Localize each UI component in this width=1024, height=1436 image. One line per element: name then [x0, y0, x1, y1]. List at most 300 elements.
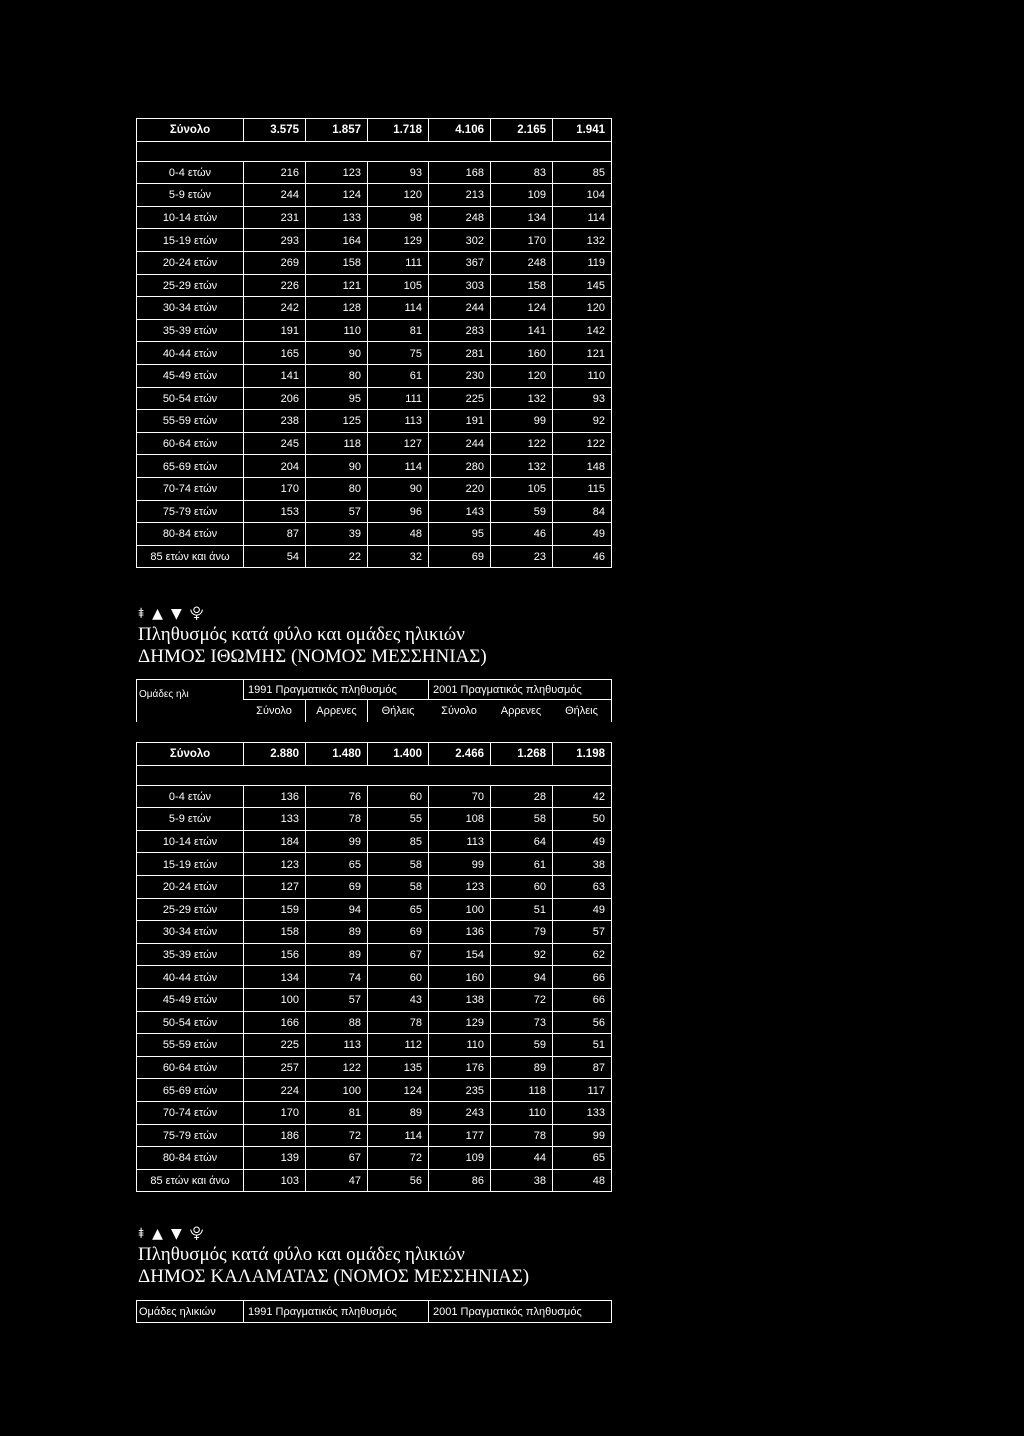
table-row: [137, 876, 611, 899]
row-value: 113: [367, 410, 428, 433]
row-value: 110: [490, 1102, 552, 1125]
row-value: 90: [367, 478, 428, 501]
row-value: 67: [367, 944, 428, 967]
row-value: 245: [243, 433, 305, 456]
row-value: 57: [305, 501, 367, 524]
row-value: 95: [428, 523, 490, 546]
table-row: [137, 184, 611, 207]
row-value: 66: [552, 989, 611, 1012]
row-label: 40-44 ετών: [162, 971, 218, 984]
row-value: 114: [367, 1125, 428, 1148]
down-icon[interactable]: ▼: [170, 1226, 182, 1242]
row-label: 50-54 ετών: [162, 392, 218, 405]
row-value: 85: [367, 831, 428, 854]
row-value: 94: [305, 899, 367, 922]
row-value: 87: [243, 523, 305, 546]
row-value: 89: [367, 1102, 428, 1125]
row-value: 100: [428, 899, 490, 922]
row-value: 224: [243, 1079, 305, 1102]
row-value: 86: [428, 1170, 490, 1193]
row-value: 69: [305, 876, 367, 899]
row-value: 111: [367, 388, 428, 411]
row-value: 66: [552, 966, 611, 989]
row-value: 92: [552, 410, 611, 433]
row-value: 225: [243, 1034, 305, 1057]
row-value: 303: [428, 275, 490, 298]
row-value: 156: [243, 944, 305, 967]
row-value: 134: [243, 966, 305, 989]
spacer-row: [137, 766, 611, 786]
row-value: 122: [552, 433, 611, 456]
table-row: [137, 207, 611, 230]
row-value: 124: [490, 297, 552, 320]
table-row: [137, 365, 611, 388]
row-value: 1.718: [367, 119, 428, 142]
row-value: 90: [305, 455, 367, 478]
table-row: [137, 410, 611, 433]
row-value: 2.165: [490, 119, 552, 142]
row-value: 129: [367, 229, 428, 252]
row-label: 0-4 ετών: [168, 790, 212, 803]
row-value: 22: [305, 546, 367, 569]
row-label: 60-64 ετών: [162, 1062, 218, 1075]
row-value: 114: [367, 297, 428, 320]
row-value: 46: [490, 523, 552, 546]
first-icon[interactable]: ⯒: [138, 1226, 145, 1242]
table-row: [137, 252, 611, 275]
row-value: 141: [243, 365, 305, 388]
row-value: 243: [428, 1102, 490, 1125]
row-value: 109: [428, 1147, 490, 1170]
row-value: 54: [243, 546, 305, 569]
row-value: 105: [490, 478, 552, 501]
table-row: [137, 1012, 611, 1035]
row-value: 99: [305, 831, 367, 854]
first-icon[interactable]: ⯒: [138, 606, 145, 622]
row-label: 85 ετών και άνω: [150, 550, 230, 563]
table-row: [137, 523, 611, 546]
table-row: [137, 1034, 611, 1057]
table-row: [137, 853, 611, 876]
row-value: 225: [428, 388, 490, 411]
row-value: 127: [367, 433, 428, 456]
row-value: 1.941: [552, 119, 611, 142]
row-value: 51: [552, 1034, 611, 1057]
row-value: 143: [428, 501, 490, 524]
row-value: 60: [367, 966, 428, 989]
row-label: 5-9 ετών: [168, 813, 212, 826]
row-value: 176: [428, 1057, 490, 1080]
row-label: 75-79 ετών: [162, 1129, 218, 1142]
row-value: 128: [305, 297, 367, 320]
row-value: 100: [305, 1079, 367, 1102]
row-value: 67: [305, 1147, 367, 1170]
row-value: 43: [367, 989, 428, 1012]
row-value: 113: [305, 1034, 367, 1057]
row-value: 60: [367, 786, 428, 809]
row-value: 283: [428, 320, 490, 343]
row-value: 72: [490, 989, 552, 1012]
up-icon[interactable]: ▲: [152, 606, 163, 622]
header-2001: 2001 Πραγματικός πληθυσμός: [428, 680, 611, 700]
row-value: 94: [490, 966, 552, 989]
table-row: [137, 433, 611, 456]
row-label: 45-49 ετών: [162, 370, 218, 383]
row-value: 216: [243, 162, 305, 185]
row-label: 15-19 ετών: [162, 234, 218, 247]
row-value: 121: [305, 275, 367, 298]
row-value: 110: [305, 320, 367, 343]
row-value: 145: [552, 275, 611, 298]
row-value: 133: [552, 1102, 611, 1125]
table-1: [136, 118, 612, 568]
row-value: 136: [243, 786, 305, 809]
row-label: 15-19 ετών: [162, 858, 218, 871]
row-value: 125: [305, 410, 367, 433]
table-row: [137, 808, 611, 831]
row-value: 184: [243, 831, 305, 854]
row-value: 92: [490, 944, 552, 967]
row-value: 88: [305, 1012, 367, 1035]
row-label: 25-29 ετών: [162, 279, 218, 292]
row-value: 32: [367, 546, 428, 569]
row-value: 81: [305, 1102, 367, 1125]
total-row: [137, 119, 611, 142]
section-3-heading: [138, 1226, 529, 1288]
row-value: 59: [490, 501, 552, 524]
row-label: 20-24 ετών: [162, 257, 218, 270]
row-value: 49: [552, 831, 611, 854]
row-value: 58: [367, 876, 428, 899]
row-label: 10-14 ετών: [162, 212, 218, 225]
row-value: 133: [243, 808, 305, 831]
row-value: 132: [552, 229, 611, 252]
row-value: 248: [490, 252, 552, 275]
table-row: [137, 921, 611, 944]
row-value: 166: [243, 1012, 305, 1035]
table-row: [137, 966, 611, 989]
row-value: 98: [367, 207, 428, 230]
row-value: 170: [490, 229, 552, 252]
sub-header-total-2001: Σύνολο: [441, 705, 477, 717]
row-value: 48: [367, 523, 428, 546]
row-value: 132: [490, 455, 552, 478]
row-value: 51: [490, 899, 552, 922]
row-value: 93: [367, 162, 428, 185]
row-value: 127: [243, 876, 305, 899]
row-value: 367: [428, 252, 490, 275]
row-value: 168: [428, 162, 490, 185]
row-value: 242: [243, 297, 305, 320]
age-group-header: Ομάδες ηλικιών: [139, 1305, 216, 1318]
sub-header-male-1991: Αρρενες: [305, 700, 367, 722]
row-value: 114: [552, 207, 611, 230]
section-title: Πληθυσμός κατά φύλο και ομάδες ηλικιών: [138, 624, 465, 645]
row-value: 80: [305, 478, 367, 501]
header-2001: 2001 Πραγματικός πληθυσμός: [428, 1301, 611, 1322]
table-row: [137, 899, 611, 922]
row-value: 244: [428, 433, 490, 456]
table-row: [137, 455, 611, 478]
row-label: 70-74 ετών: [162, 483, 218, 496]
row-value: 99: [490, 410, 552, 433]
row-label: 30-34 ετών: [162, 926, 218, 939]
row-label: 0-4 ετών: [168, 166, 212, 179]
row-value: 90: [305, 342, 367, 365]
row-value: 89: [305, 944, 367, 967]
row-value: 230: [428, 365, 490, 388]
table-row: [137, 831, 611, 854]
spacer-row: [137, 142, 611, 162]
row-value: 129: [428, 1012, 490, 1035]
row-label: 55-59 ετών: [162, 415, 218, 428]
last-icon[interactable]: ⯓: [189, 1226, 204, 1242]
row-value: 133: [305, 207, 367, 230]
row-label: 70-74 ετών: [162, 1107, 218, 1120]
row-value: 123: [305, 162, 367, 185]
row-value: 142: [552, 320, 611, 343]
row-value: 47: [305, 1170, 367, 1193]
row-value: 165: [243, 342, 305, 365]
table-row: [137, 1102, 611, 1125]
row-value: 59: [490, 1034, 552, 1057]
row-value: 170: [243, 1102, 305, 1125]
row-value: 85: [552, 162, 611, 185]
row-value: 148: [552, 455, 611, 478]
row-value: 132: [490, 388, 552, 411]
row-value: 160: [490, 342, 552, 365]
table-row: [137, 342, 611, 365]
row-value: 99: [552, 1125, 611, 1148]
row-value: 96: [367, 501, 428, 524]
row-value: 56: [552, 1012, 611, 1035]
row-value: 191: [243, 320, 305, 343]
table-row: [137, 989, 611, 1012]
row-value: 103: [243, 1170, 305, 1193]
row-value: 79: [490, 921, 552, 944]
row-value: 95: [305, 388, 367, 411]
row-value: 89: [305, 921, 367, 944]
row-value: 81: [367, 320, 428, 343]
row-value: 39: [305, 523, 367, 546]
age-group-header: Ομάδες ηλι: [139, 689, 189, 700]
row-value: 238: [243, 410, 305, 433]
row-value: 89: [490, 1057, 552, 1080]
row-value: 280: [428, 455, 490, 478]
row-label: 30-34 ετών: [162, 302, 218, 315]
row-value: 120: [552, 297, 611, 320]
row-value: 58: [490, 808, 552, 831]
row-label: 60-64 ετών: [162, 438, 218, 451]
row-label: 50-54 ετών: [162, 1016, 218, 1029]
row-value: 110: [428, 1034, 490, 1057]
row-value: 244: [428, 297, 490, 320]
table-3-header: [136, 1300, 612, 1323]
row-label: 75-79 ετών: [162, 505, 218, 518]
table-row: [137, 229, 611, 252]
row-value: 170: [243, 478, 305, 501]
table-row: [137, 944, 611, 967]
row-value: 50: [552, 808, 611, 831]
row-value: 177: [428, 1125, 490, 1148]
row-value: 28: [490, 786, 552, 809]
table-row: [137, 786, 611, 809]
row-value: 62: [552, 944, 611, 967]
row-value: 78: [367, 1012, 428, 1035]
row-value: 114: [367, 455, 428, 478]
row-label: 35-39 ετών: [162, 325, 218, 338]
row-label: 10-14 ετών: [162, 836, 218, 849]
table-2-header: [136, 679, 612, 722]
row-value: 4.106: [428, 119, 490, 142]
up-icon[interactable]: ▲: [152, 1226, 163, 1242]
table-row: [137, 297, 611, 320]
row-value: 104: [552, 184, 611, 207]
row-value: 121: [552, 342, 611, 365]
table-row: [137, 1170, 611, 1193]
row-value: 204: [243, 455, 305, 478]
row-label: 5-9 ετών: [168, 189, 212, 202]
sub-header-female-2001: Θήλεις: [565, 705, 598, 717]
row-value: 191: [428, 410, 490, 433]
row-value: 220: [428, 478, 490, 501]
row-value: 135: [367, 1057, 428, 1080]
row-value: 87: [552, 1057, 611, 1080]
table-2: [136, 742, 612, 1192]
row-value: 134: [490, 207, 552, 230]
header-1991: 1991 Πραγματικός πληθυσμός: [243, 680, 428, 700]
row-value: 159: [243, 899, 305, 922]
table-row: [137, 546, 611, 569]
row-value: 248: [428, 207, 490, 230]
row-value: 118: [490, 1079, 552, 1102]
row-value: 112: [367, 1034, 428, 1057]
row-value: 206: [243, 388, 305, 411]
row-value: 1.857: [305, 119, 367, 142]
row-value: 139: [243, 1147, 305, 1170]
row-label: 45-49 ετών: [162, 994, 218, 1007]
row-value: 78: [490, 1125, 552, 1148]
row-label: 20-24 ετών: [162, 881, 218, 894]
row-value: 72: [305, 1125, 367, 1148]
row-value: 1.400: [367, 743, 428, 766]
row-value: 213: [428, 184, 490, 207]
row-value: 117: [552, 1079, 611, 1102]
row-value: 69: [428, 546, 490, 569]
row-value: 1.480: [305, 743, 367, 766]
row-value: 49: [552, 523, 611, 546]
row-value: 122: [490, 433, 552, 456]
row-value: 244: [243, 184, 305, 207]
row-value: 57: [305, 989, 367, 1012]
row-value: 1.268: [490, 743, 552, 766]
row-value: 42: [552, 786, 611, 809]
row-value: 105: [367, 275, 428, 298]
row-value: 257: [243, 1057, 305, 1080]
row-label: 55-59 ετών: [162, 1039, 218, 1052]
row-label: 40-44 ετών: [162, 347, 218, 360]
row-label: 65-69 ετών: [162, 1084, 218, 1097]
row-value: 1.198: [552, 743, 611, 766]
row-value: 75: [367, 342, 428, 365]
row-value: 118: [305, 433, 367, 456]
sub-header-total-1991: Σύνολο: [256, 705, 292, 717]
row-value: 78: [305, 808, 367, 831]
row-label: 80-84 ετών: [162, 528, 218, 541]
row-value: 46: [552, 546, 611, 569]
row-value: 269: [243, 252, 305, 275]
row-value: 302: [428, 229, 490, 252]
row-value: 55: [367, 808, 428, 831]
table-row: [137, 1147, 611, 1170]
row-value: 38: [490, 1170, 552, 1193]
row-label: 25-29 ετών: [162, 903, 218, 916]
row-label: 35-39 ετών: [162, 949, 218, 962]
total-row: [137, 743, 611, 766]
row-value: 122: [305, 1057, 367, 1080]
row-label: Σύνολο: [169, 124, 211, 137]
row-value: 3.575: [243, 119, 305, 142]
row-value: 63: [552, 876, 611, 899]
down-icon[interactable]: ▼: [170, 606, 182, 622]
row-label: 80-84 ετών: [162, 1152, 218, 1165]
row-value: 44: [490, 1147, 552, 1170]
last-icon[interactable]: ⯓: [189, 606, 204, 622]
section-subtitle: ΔΗΜΟΣ ΙΘΩΜΗΣ (ΝΟΜΟΣ ΜΕΣΣΗΝΙΑΣ): [138, 646, 487, 667]
nav-icons: [138, 1226, 529, 1242]
row-value: 113: [428, 831, 490, 854]
section-subtitle: ΔΗΜΟΣ ΚΑΛΑΜΑΤΑΣ (ΝΟΜΟΣ ΜΕΣΣΗΝΙΑΣ): [138, 1266, 530, 1287]
row-value: 231: [243, 207, 305, 230]
header-1991: 1991 Πραγματικός πληθυσμός: [243, 1301, 428, 1322]
row-value: 123: [243, 853, 305, 876]
row-value: 154: [428, 944, 490, 967]
row-value: 120: [490, 365, 552, 388]
table-row: [137, 1125, 611, 1148]
row-value: 138: [428, 989, 490, 1012]
row-label: Σύνολο: [169, 748, 211, 761]
section-2-heading: [138, 606, 487, 668]
row-value: 158: [243, 921, 305, 944]
row-value: 160: [428, 966, 490, 989]
row-value: 73: [490, 1012, 552, 1035]
row-value: 23: [490, 546, 552, 569]
row-value: 158: [490, 275, 552, 298]
row-value: 61: [367, 365, 428, 388]
sub-header-female-1991: Θήλεις: [367, 700, 428, 722]
row-value: 65: [305, 853, 367, 876]
row-value: 124: [367, 1079, 428, 1102]
row-value: 65: [367, 899, 428, 922]
row-value: 110: [552, 365, 611, 388]
section-title: Πληθυσμός κατά φύλο και ομάδες ηλικιών: [138, 1244, 465, 1265]
table-row: [137, 478, 611, 501]
row-value: 109: [490, 184, 552, 207]
row-value: 158: [305, 252, 367, 275]
row-value: 48: [552, 1170, 611, 1193]
row-label: 85 ετών και άνω: [150, 1174, 230, 1187]
row-value: 38: [552, 853, 611, 876]
row-value: 153: [243, 501, 305, 524]
row-value: 60: [490, 876, 552, 899]
row-value: 123: [428, 876, 490, 899]
sub-header-male-2001: Αρρενες: [500, 705, 542, 717]
row-value: 293: [243, 229, 305, 252]
row-value: 99: [428, 853, 490, 876]
row-value: 70: [428, 786, 490, 809]
row-value: 74: [305, 966, 367, 989]
table-row: [137, 388, 611, 411]
